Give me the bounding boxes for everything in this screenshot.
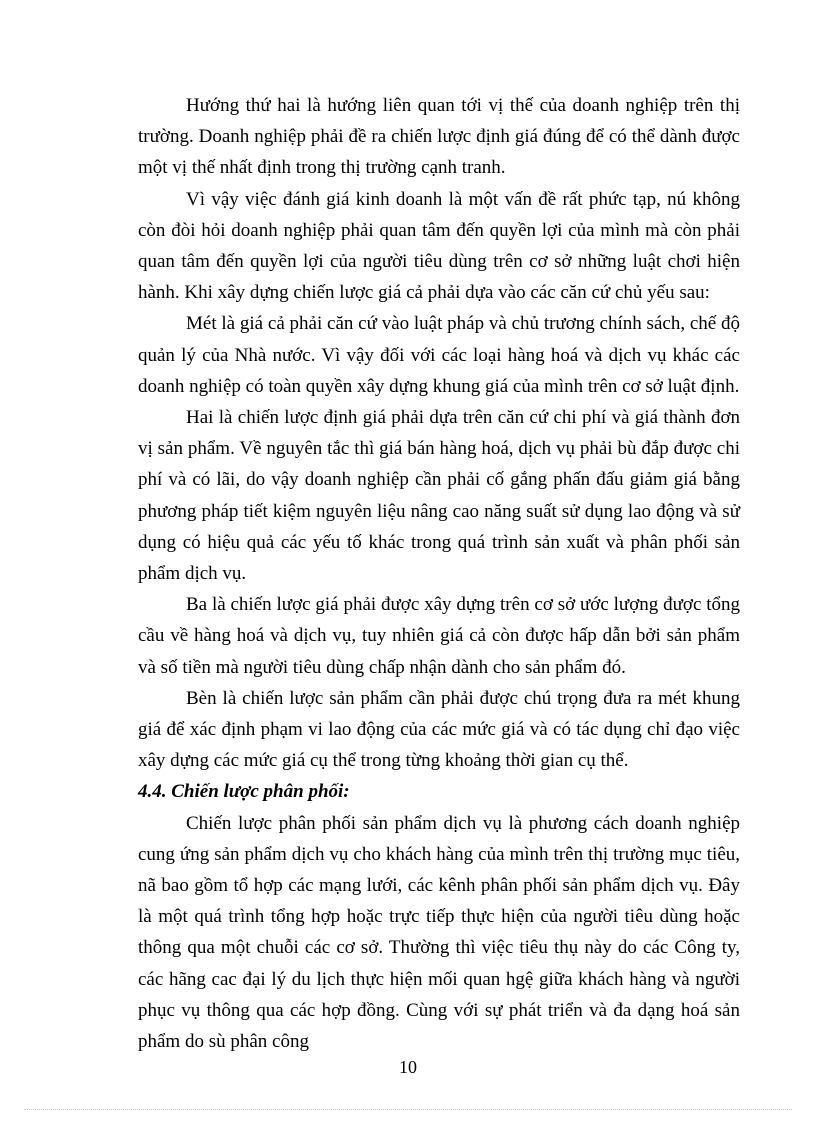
paragraph-1: Hướng thứ hai là hướng liên quan tới vị thế của doanh nghiệp trên thị trường. Doanh nghiệp phải đề ra chiến lược định giá đúng để có thể dành được một vị thế nhất định trong thị trường cạnh tranh. xyxy=(138,95,740,179)
paragraph-6: Bèn là chiến lược sản phẩm cần phải được chú trọng đưa ra mét khung giá để xác định phạm vi lao động của các mức giá và có tác dụng chỉ đạo việc xây dựng các mức giá cụ thể trong từng khoảng thời gian cụ thể. xyxy=(138,687,740,772)
paragraph-2: Vì vậy việc đánh giá kinh doanh là một vấn đề rất phức tạp, nú không còn đòi hỏi doanh nghiệp phải quan tâm đến quyền lợi của mình mà còn phải quan tâm đến quyền lợi của người tiêu dùng trên cơ sở những luật chơi hiện hành. Khi xây dựng chiến lược giá cả phải dựa vào các căn cứ chủ yếu sau: xyxy=(138,188,740,304)
paragraph-4: Hai là chiến lược định giá phải dựa trên căn cứ chi phí và giá thành đơn vị sản phẩm. Về nguyên tắc thì giá bán hàng hoá, dịch vụ phải bù đắp được chi phí và có lãi, do vậy doanh nghiệp cần phải cố gắng phấn đấu giảm giá bằng phương pháp tiết kiệm nguyên liệu nâng cao năng suất sử dụng lao động và sử dụng có hiệu quả các yếu tố khác trong quá trình sản xuất và phân phối sản phẩm dịch vụ. xyxy=(138,407,740,585)
footer-divider xyxy=(24,1109,792,1110)
paragraph-3: Mét là giá cả phải căn cứ vào luật pháp và chủ trương chính sách, chế độ quản lý của Nhà nước. Vì vậy đối với các loại hàng hoá và dịch vụ khác các doanh nghiệp có toàn quyền xây dựng khung giá của mình trên cơ sở luật định. xyxy=(138,313,740,397)
paragraph-5: Ba là chiến lược giá phải được xây dựng trên cơ sở ước lượng được tổng cầu về hàng hoá và dịch vụ, tuy nhiên giá cả còn được hấp dẫn bởi sản phẩm và số tiền mà người tiêu dùng chấp nhận dành cho sản phẩm đó. xyxy=(138,594,740,678)
section-heading: 4.4. Chiến lược phân phối: xyxy=(138,781,350,803)
page-number: 10 xyxy=(399,1057,417,1077)
document-page xyxy=(138,90,740,1057)
paragraph-7: Chiến lược phân phối sản phẩm dịch vụ là phương cách doanh nghiệp cung ứng sản phẩm dịch vụ cho khách hàng của mình trên thị trường mục tiêu, nã bao gồm tổ hợp các mạng lưới, các kênh phân phối sản phẩm dịch vụ. Đây là một quá trình tổng hợp hoặc trực tiếp thực hiện của người tiêu dùng hoặc thông qua một chuỗi các cơ sở. Thường thì việc tiêu thụ này do các Công ty, các hãng cac đại lý du lịch thực hiện mối quan hgệ giữa khách hàng và người phục vụ thông qua các hợp đồng. Cùng với sự phát triển và đa dạng hoá sản phẩm do sù phân công xyxy=(138,812,740,1053)
